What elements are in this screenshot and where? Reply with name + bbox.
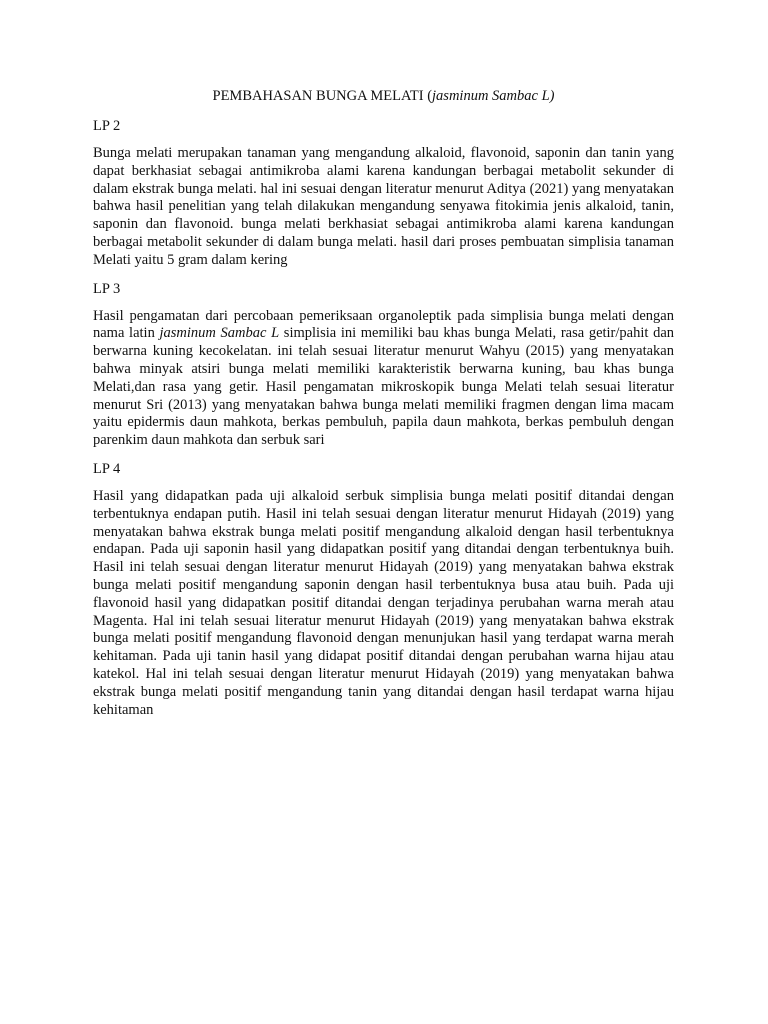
document-title xyxy=(93,87,674,105)
section-paragraph-lp2: Bunga melati merupakan tanaman yang mengandung alkaloid, flavonoid, saponin dan tanin yang dapat berkhasiat sebagai antimikroba alami karena kandungan berbagai metabolit sekunder di dalam ekstrak bunga melati. hal ini sesuai dengan literatur menurut Aditya (2021) yang menyatakan bahwa hasil penelitian yang telah dilakukan mengandung senyawa fitokimia jenis alkaloid, tanin, saponin dan flavonoid. bunga melati berkhasiat sebagai antimikroba alami karena kandungan berbagai metabolit sekunder di dalam bunga melati. hasil dari proses pembuatan simplisia tanaman Melati yaitu 5 gram dalam kering xyxy=(93,145,674,268)
lp3-text-start: Hasil pengamatan dari percobaan pemeriksaan organoleptik pada simplisia bunga melati dengan nama latin xyxy=(93,307,674,342)
section-paragraph-lp4: Hasil yang didapatkan pada uji alkaloid serbuk simplisia bunga melati positif ditandai dengan terbentuknya endapan putih. Hasil ini telah sesuai dengan literatur menurut Hidayah (2019) yang menyatakan bahwa ekstrak bunga melati positif mengandung alkaloid dengan hasil terbentuknya endapan. Pada uji saponin hasil yang didapatkan positif yang ditandai dengan terbentuknya buih. Hasil ini telah sesuai dengan literatur menurut Hidayah (2019) yang menyatakan bahwa ekstrak bunga melati positif mengandung saponin dengan hasil terbentuknya busa atau buih. Pada uji flavonoid hasil yang didapatkan positif ditandai dengan terjadinya perubahan warna merah atau Magenta. Hal ini telah sesuai literatur menurut Hidayah (2019) yang menyatakan bahwa ekstrak bunga melati positif mengandung flavonoid dengan menunjukan hasil yang terdapat warna merah kehitaman. Pada uji tanin hasil yang didapat positif ditandai dengan perubahan warna hijau atau katekol. Hal ini telah sesuai dengan literatur menurut Hidayah (2019) yang menyatakan bahwa ekstrak bunga melati positif mengandung tanin yang ditandai dengan hasil terdapat warna hijau kehitaman xyxy=(93,487,674,718)
lp3-text-end: simplisia ini memiliki bau khas bunga Melati, rasa getir/pahit dan berwarna kuning kecokelatan. ini telah sesuai literatur menurut Wahyu (2015) yang menyatakan bahwa minyak atsiri bunga melati memiliki karakteristik berwarna kuning, bau khas bunga Melati,dan rasa yang getir. Hasil pengamatan mikroskopik bunga Melati telah sesuai literatur menurut Sri (2013) yang menyatakan bahwa bunga melati memiliki fragmen dengan lima macam yaitu epidermis daun mahkota, berkas pembuluh, papila daun mahkota, berkas pembuluh dengan parenkim daun mahkota dan serbuk sari xyxy=(93,325,674,449)
lp3-latin-name: jasminum Sambac L xyxy=(159,325,280,342)
title-text: PEMBAHASAN BUNGA MELATI ( xyxy=(212,88,433,104)
title-latin-name: jasminum Sambac L) xyxy=(432,88,555,104)
section-heading-lp2: LP 2 xyxy=(93,118,121,134)
document-page xyxy=(93,87,674,729)
section-paragraph-lp3 xyxy=(93,308,674,450)
section-heading-lp3: LP 3 xyxy=(93,280,121,297)
section-heading-lp4: LP 4 xyxy=(93,460,121,477)
